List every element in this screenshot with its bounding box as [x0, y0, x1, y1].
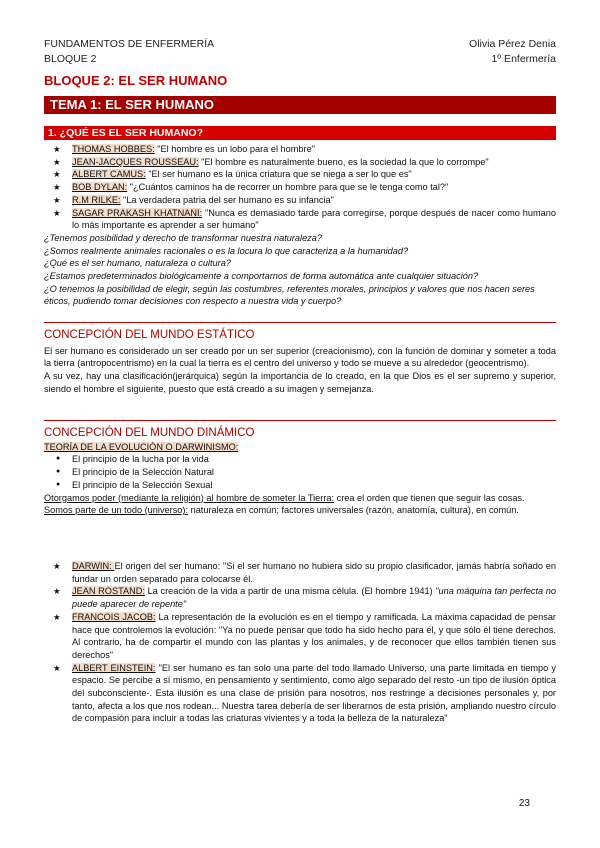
- dynamic-paragraph-2: [44, 504, 556, 517]
- paragraph-rest: crea el orden que tienen que seguir las cosas.: [334, 492, 525, 503]
- quotes-list-1: [44, 143, 556, 308]
- quote-item: [44, 194, 556, 207]
- section-divider: [44, 420, 556, 421]
- quote-author: BOB DYLAN:: [72, 182, 128, 193]
- section-title-bar: 1. ¿QUÉ ES EL SER HUMANO?: [44, 126, 556, 140]
- question: ¿O tenemos la posibilidad de elegir, según las costumbres, referentes morales, principios y valores que nos hacen seres éticos, pudiendo tomar decisiones con respecto a nuestra vida y cuerpo?: [44, 283, 535, 307]
- quote-text: El origen del ser humano: "Si el ser humano no hubiera sido su propio clasificador, jamás habría soñado en fundar un orden separado para colocarse él.: [72, 561, 556, 584]
- quote-author: JEAN ROSTAND:: [72, 586, 145, 597]
- quotes-list-2: [44, 560, 556, 725]
- tema-title-bar: TEMA 1: EL SER HUMANO: [44, 96, 556, 114]
- block-name: BLOQUE 2: [44, 53, 97, 65]
- quote-author: JEAN-JACQUES ROUSSEAU:: [72, 156, 199, 167]
- quote-item: [44, 168, 556, 181]
- quote-text: La representación de la evolución es en el tiempo y ramificada. La máxima capacidad de pensar hace que controlemos la evolución: "Ya no puede pensar que todo ha sido hecho para él, y que sólo él tiene derechos. Al contrario, ha de compartir el mundo con las plantas y los animales, y de reconocer que ellos también tienen sus derechos": [72, 611, 556, 660]
- dynamic-paragraph-1: [44, 492, 556, 505]
- question: ¿Somos realmente animales racionales o es la locura lo que caracteriza a la humanidad?: [44, 245, 409, 256]
- page-number: 23: [518, 798, 530, 809]
- course-year: 1º Enfermería: [491, 53, 556, 65]
- quote-text: "El hombre es un lobo para el hombre": [154, 144, 315, 154]
- quote-author: DARWIN:: [72, 561, 115, 571]
- question: ¿Qué es el ser humano, naturaleza o cultura?: [44, 258, 231, 269]
- quote-item: [44, 156, 556, 169]
- quote-item: [44, 662, 556, 726]
- paragraph-lead: Somos parte de un todo (universo):: [44, 505, 189, 516]
- author-name: Olivia Pérez Denia: [469, 38, 556, 50]
- quote-item: [44, 560, 556, 585]
- quote-text: La creación de la vida a partir de una misma célula. (El hombre 1941): [144, 586, 436, 597]
- course-name: FUNDAMENTOS DE ENFERMERÍA: [44, 38, 215, 50]
- quote-text: "Nunca es demasiado tarde para corregirse, porque después de nacer como humano lo más importante es aprender a ser humano": [72, 207, 556, 231]
- quote-author: THOMAS HOBBES:: [72, 144, 155, 154]
- quote-item: [44, 181, 556, 194]
- question: ¿Tenemos posibilidad y derecho de transformar nuestra naturaleza?: [44, 232, 322, 243]
- quote-item: [44, 611, 556, 662]
- quote-author: FRANCOIS JACOB:: [72, 611, 156, 622]
- page-header-left: [44, 37, 214, 67]
- quote-text: "La verdadera patria del ser humano es su infancia": [120, 194, 334, 205]
- quote-item: [44, 143, 556, 156]
- principle-item: ● El principio de la lucha por la vida: [44, 453, 556, 466]
- quote-author: SAGAR PRAKASH KHATNANI:: [72, 207, 203, 218]
- paragraph-rest: naturaleza en común; factores universales (razón, anatomía, cultura), en común.: [188, 505, 519, 516]
- static-section: [44, 322, 556, 396]
- bloque-title: BLOQUE 2: EL SER HUMANO: [44, 73, 228, 88]
- quote-item: [44, 207, 556, 232]
- principle-item: ● El principio de la Selección Sexual: [44, 479, 556, 492]
- page-header-right: [469, 37, 556, 67]
- static-paragraph-1: El ser humano es considerado un ser creado por un ser superior (creacionismo), con la función de dominar y someter a toda la tierra (antropocentrismo) en la cual la tierra es el centro del universo y todo se mueve a su alrededor (geocentrismo).: [44, 345, 556, 369]
- dynamic-section: [44, 420, 556, 517]
- quote-text: "El ser humano es tan solo una parte del todo llamado Universo, una parte limitada en tiempo y espacio. Se percibe a sí mismo, en pensamiento y sentimiento, como algo separado del resto -un tipo de ilusión óptica del subconsciente-. Esta ilusión es una clase de prisión para nosotros, nos restringe a decisiones personales y, por tanto, afecta a los que nos rodean... Nuestra tarea debería de ser liberarnos de esta prisión, ampliando nuestro círculo de compasión para incluir a todas las criaturas vivientes y a toda la belleza de la naturaleza": [72, 662, 556, 724]
- section-divider: [44, 322, 556, 323]
- quote-italic: "una máquina tan perfecta no puede aparecer de repente": [72, 586, 557, 610]
- quote-text: "¿Cuántos caminos ha de recorrer un hombre para que se le tenga como tal?": [127, 182, 449, 193]
- quote-author: ALBERT EINSTEIN:: [72, 662, 156, 673]
- quote-text: "El hombre es naturalmente bueno, es la sociedad la que lo corrompe": [198, 156, 489, 167]
- dynamic-subtitle: TEORÍA DE LA EVOLUCIÓN O DARWINISMO:: [44, 441, 239, 452]
- static-paragraph-2: A su vez, hay una clasificación(jerárquica) según la importancia de lo creado, en la que Dios es el ser supremo y superior, siendo el hombre el siguiente, puesto que está creado a su imagen y semejanza.: [44, 371, 556, 394]
- quote-author: ALBERT CAMUS:: [72, 169, 146, 180]
- principle-item: ● El principio de la Selección Natural: [44, 466, 556, 479]
- paragraph-lead: Otorgamos poder (mediante la religión) al hombre de someter la Tierra:: [44, 492, 335, 503]
- quote-item: [44, 585, 556, 610]
- quote-text: "El ser humano es la única criatura que se niega a ser lo que es": [145, 169, 412, 180]
- question: ¿Estamos predeterminados biológicamente a comportarnos de forma automática ante cualquier situación?: [44, 271, 479, 282]
- static-title: CONCEPCIÓN DEL MUNDO ESTÁTICO: [44, 329, 255, 341]
- quote-author: R.M RILKE:: [72, 194, 121, 205]
- dynamic-title: CONCEPCIÓN DEL MUNDO DINÁMICO: [44, 427, 255, 439]
